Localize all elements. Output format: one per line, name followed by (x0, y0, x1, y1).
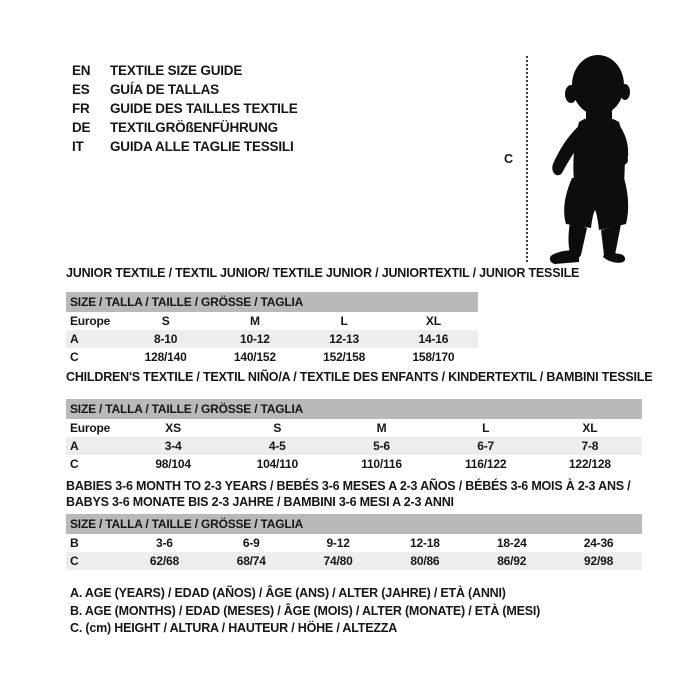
table-row (66, 437, 642, 455)
size-cell: 24-36 (583, 536, 614, 550)
section-title: JUNIOR TEXTILE / TEXTIL JUNIOR/ TEXTILE JUNIOR / JUNIORTEXTIL / JUNIOR TESSILE (66, 266, 580, 280)
row-label: C (66, 552, 121, 570)
size-cell: 110/116 (361, 457, 402, 471)
size-cell: 74/80 (295, 552, 382, 570)
size-cell: 98/104 (155, 457, 191, 471)
size-cell: 10-12 (210, 330, 299, 348)
junior-textile-section (66, 265, 579, 366)
row-label: B (70, 536, 79, 550)
junior-size-table (66, 292, 478, 366)
table-row (66, 312, 478, 330)
language-code: FR (72, 101, 90, 116)
size-cell: 80/86 (381, 552, 468, 570)
row-label: Europe (70, 314, 111, 328)
size-cell: 4-5 (225, 437, 329, 455)
babies-size-table (66, 514, 642, 570)
size-cell: XS (165, 421, 181, 435)
note-a: A. AGE (YEARS) / EDAD (AÑOS) / ÂGE (ANS) / ALTER (JAHRE) / ETÀ (ANNI) (70, 586, 506, 600)
size-cell: 9-12 (326, 536, 350, 550)
size-cell: 8-10 (121, 330, 210, 348)
size-cell: 6-7 (434, 437, 538, 455)
language-list (72, 61, 298, 156)
section-title: BABYS 3-6 MONATE BIS 2-3 JAHRE / BAMBINI 3-6 MESI A 2-3 ANNI (66, 495, 454, 509)
language-code: EN (72, 63, 91, 78)
size-cell: L (340, 314, 348, 328)
children-textile-section (66, 369, 652, 473)
language-label: GUIDA ALLE TAGLIE TESSILI (110, 139, 294, 154)
size-cell: 104/110 (256, 457, 298, 471)
size-cell: 152/158 (323, 350, 366, 364)
size-cell: 116/122 (464, 457, 507, 471)
row-label: C (70, 350, 79, 364)
size-cell: 140/152 (233, 350, 276, 364)
height-measure-figure (501, 52, 656, 267)
size-cell: 3-6 (156, 536, 173, 550)
row-label: A (66, 437, 121, 455)
language-label: TEXTILE SIZE GUIDE (110, 63, 243, 78)
size-header-bar (66, 514, 642, 534)
table-row (66, 534, 642, 552)
size-cell: 6-9 (242, 536, 260, 550)
size-cell: 3-4 (121, 437, 225, 455)
size-cell: 12-18 (410, 536, 440, 550)
legend-notes (70, 585, 540, 638)
language-label: GUIDE DES TAILLES TEXTILE (110, 101, 298, 116)
table-row (66, 455, 642, 473)
note-c: C. (cm) HEIGHT / ALTURA / HAUTEUR / HÖHE / ALTEZZA (70, 621, 398, 635)
measure-label-c: C (504, 152, 513, 166)
babies-textile-section (66, 478, 642, 570)
section-title: BABIES 3-6 MONTH TO 2-3 YEARS / BEBÉS 3-6 MESES A 2-3 AÑOS / BÉBÉS 3-6 MOIS À 2-3 ANS / (66, 479, 631, 493)
toddler-silhouette-icon (535, 52, 655, 267)
size-cell: 62/68 (121, 552, 208, 570)
table-row (66, 348, 478, 366)
size-cell: 158/170 (412, 350, 455, 364)
row-label: Europe (70, 421, 111, 435)
language-code: IT (72, 139, 84, 154)
size-cell: 7-8 (538, 437, 642, 455)
table-row (66, 330, 478, 348)
size-header-label: SIZE / TALLA / TAILLE / GRÖSSE / TAGLIA (66, 514, 642, 534)
size-cell: 92/98 (555, 552, 642, 570)
size-cell: M (249, 314, 260, 328)
size-cell: 5-6 (329, 437, 433, 455)
language-row-it (72, 137, 298, 156)
note-b: B. AGE (MONTHS) / EDAD (MESES) / ÂGE (MOIS) / ALTER (MONATE) / ETÀ (MESI) (70, 603, 541, 618)
size-header-label: SIZE / TALLA / TAILLE / GRÖSSE / TAGLIA (66, 399, 642, 419)
language-label: GUÍA DE TALLAS (110, 82, 219, 97)
table-row (66, 552, 642, 570)
size-cell: M (376, 421, 387, 435)
section-title: CHILDREN'S TEXTILE / TEXTIL NIÑO/A / TEXTILE DES ENFANTS / KINDERTEXTIL / BAMBINI TESSILE (66, 370, 653, 384)
language-label: TEXTILGRÖßENFÜHRUNG (110, 120, 278, 135)
size-cell: XL (425, 314, 441, 328)
language-code: DE (72, 120, 91, 135)
size-cell: L (482, 421, 490, 435)
size-cell: 12-13 (300, 330, 389, 348)
size-cell: 68/74 (208, 552, 295, 570)
size-cell: XL (582, 421, 598, 435)
children-size-table (66, 399, 642, 473)
row-label: C (70, 457, 79, 471)
size-header-bar (66, 292, 478, 312)
language-row-en (72, 61, 298, 80)
size-cell: 18-24 (496, 536, 527, 550)
size-header-bar (66, 399, 642, 419)
size-cell: 122/128 (568, 457, 611, 471)
language-row-fr (72, 99, 298, 118)
size-cell: S (161, 314, 170, 328)
language-row-es (72, 80, 298, 99)
size-cell: 14-16 (389, 330, 478, 348)
height-dotted-line (526, 56, 528, 262)
language-row-de (72, 118, 298, 137)
language-code: ES (72, 82, 90, 97)
row-label: A (66, 330, 121, 348)
size-cell: 128/140 (144, 350, 187, 364)
size-cell: 86/92 (468, 552, 555, 570)
table-row (66, 419, 642, 437)
size-header-label: SIZE / TALLA / TAILLE / GRÖSSE / TAGLIA (66, 292, 478, 312)
size-cell: S (273, 421, 282, 435)
